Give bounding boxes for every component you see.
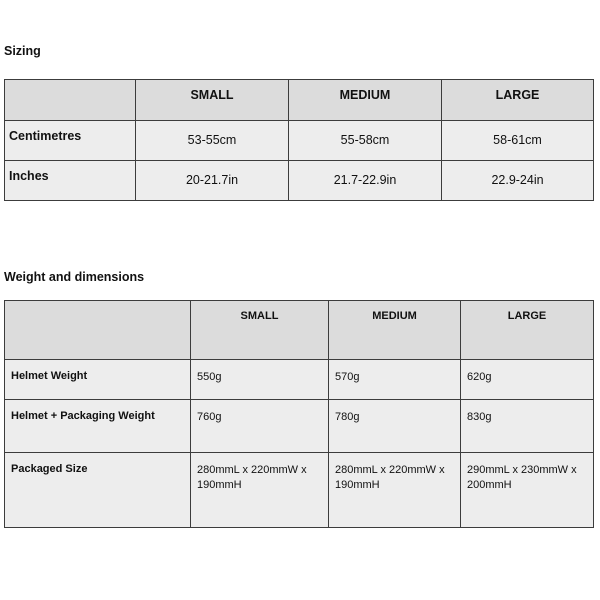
table-row bbox=[5, 121, 594, 161]
table-row bbox=[5, 161, 594, 201]
weight-cell: 620g bbox=[461, 360, 594, 400]
sizing-row-label: Centimetres bbox=[5, 121, 136, 161]
sizing-table bbox=[4, 79, 594, 201]
weight-cell: 760g bbox=[191, 400, 329, 453]
sizing-header-large: LARGE bbox=[442, 80, 594, 121]
weight-row-label: Packaged Size bbox=[5, 453, 191, 528]
sizing-header-row bbox=[5, 80, 594, 121]
sizing-cell: 58-61cm bbox=[442, 121, 594, 161]
weight-cell: 830g bbox=[461, 400, 594, 453]
table-row bbox=[5, 360, 594, 400]
weight-cell: 280mmL x 220mmW x 190mmH bbox=[191, 453, 329, 528]
sizing-cell: 55-58cm bbox=[289, 121, 442, 161]
sizing-cell: 20-21.7in bbox=[136, 161, 289, 201]
sizing-row-label: Inches bbox=[5, 161, 136, 201]
table-row bbox=[5, 453, 594, 528]
weight-title: Weight and dimensions bbox=[4, 270, 145, 284]
weight-cell: 290mmL x 230mmW x 200mmH bbox=[461, 453, 594, 528]
weight-header-row bbox=[5, 301, 594, 360]
sizing-cell: 53-55cm bbox=[136, 121, 289, 161]
weight-cell: 780g bbox=[329, 400, 461, 453]
weight-cell: 570g bbox=[329, 360, 461, 400]
weight-header-medium: MEDIUM bbox=[329, 301, 461, 360]
sizing-cell: 21.7-22.9in bbox=[289, 161, 442, 201]
sizing-title: Sizing bbox=[4, 44, 41, 58]
sizing-cell: 22.9-24in bbox=[442, 161, 594, 201]
table-row bbox=[5, 400, 594, 453]
weight-header-large: LARGE bbox=[461, 301, 594, 360]
sizing-header-medium: MEDIUM bbox=[289, 80, 442, 121]
weight-row-label: Helmet Weight bbox=[5, 360, 191, 400]
sizing-header-small: SMALL bbox=[136, 80, 289, 121]
weight-header-empty bbox=[5, 301, 191, 360]
weight-header-small: SMALL bbox=[191, 301, 329, 360]
weight-cell: 550g bbox=[191, 360, 329, 400]
sizing-header-empty bbox=[5, 80, 136, 121]
weight-row-label: Helmet + Packaging Weight bbox=[5, 400, 191, 453]
weight-table bbox=[4, 300, 594, 528]
weight-cell: 280mmL x 220mmW x 190mmH bbox=[329, 453, 461, 528]
